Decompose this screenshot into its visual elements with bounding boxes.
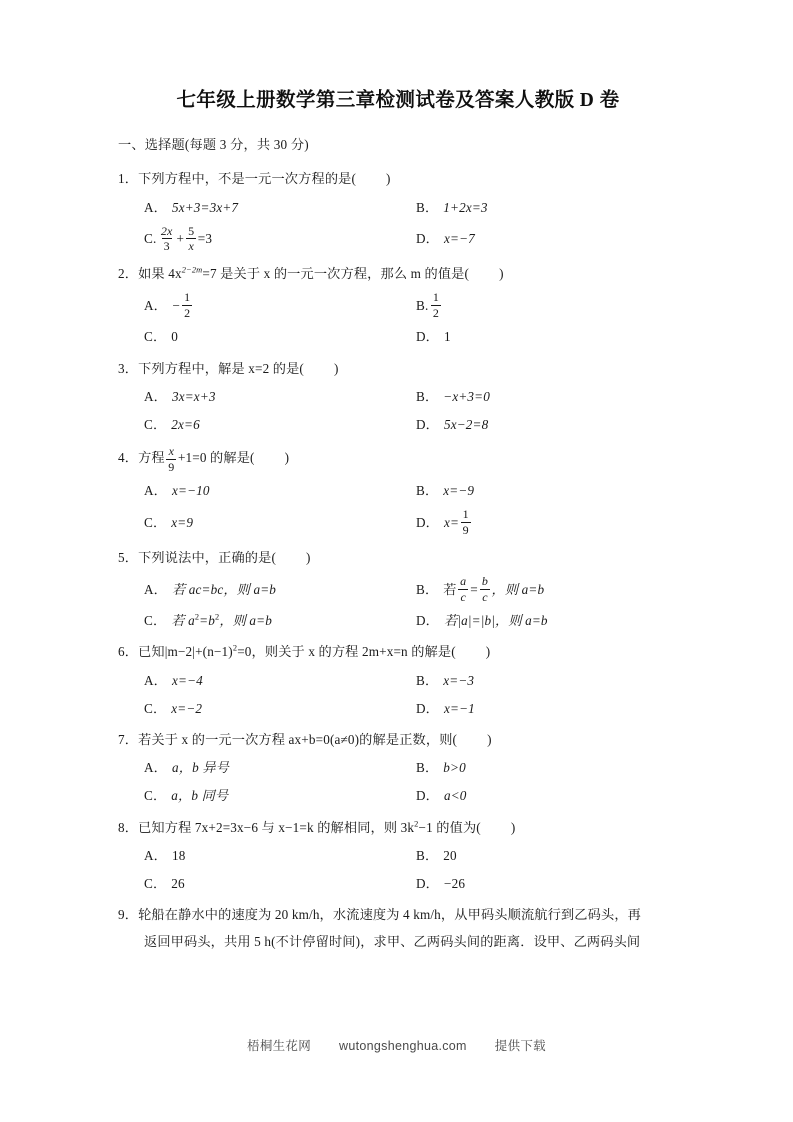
question-8-text-post: −1 的值为(	[418, 819, 481, 835]
option-a-text: a，b 异号	[172, 760, 229, 776]
question-1-number: 1．	[118, 171, 139, 187]
question-5-options-row-1	[118, 575, 678, 603]
question-5-option-a[interactable]	[144, 579, 416, 600]
option-b-label: B．	[416, 199, 439, 215]
option-d-label: D．	[416, 700, 440, 716]
page-content	[118, 88, 678, 962]
question-7-option-d[interactable]	[416, 785, 678, 806]
question-8	[118, 817, 678, 895]
question-7-number: 7．	[118, 731, 139, 747]
exponent: 2−2m	[181, 265, 203, 275]
section-heading: 一、选择题(每题 3 分，共 30 分)	[118, 137, 309, 153]
option-c-label: C.	[144, 231, 157, 247]
paren-close: )	[386, 171, 391, 187]
question-1-options-row-2	[118, 225, 678, 253]
paren-close: )	[510, 819, 516, 835]
paren-close: )	[333, 360, 339, 376]
option-d-label: D．	[416, 417, 440, 433]
question-7	[118, 729, 678, 807]
option-d-label: D．	[416, 231, 440, 247]
question-7-option-c[interactable]	[144, 785, 416, 806]
option-b-text: −x+3=0	[443, 388, 490, 404]
question-7-options-row-1	[118, 757, 678, 778]
fraction-a-over-c	[458, 575, 468, 603]
question-1-options-row-1	[118, 197, 678, 218]
question-3-options-row-1	[118, 386, 678, 407]
fraction-numerator: 1	[432, 290, 440, 305]
question-6-option-a[interactable]	[144, 670, 416, 691]
option-d-label: D．	[416, 788, 440, 804]
option-a-text: x=−4	[172, 672, 203, 688]
question-8-option-b[interactable]	[416, 845, 678, 866]
fraction-numerator: 2x	[160, 223, 173, 238]
option-a-label: A．	[144, 388, 168, 404]
footer-watermark	[0, 1036, 793, 1054]
option-d-text: x=−1	[444, 700, 475, 716]
option-d-pre: x=	[444, 514, 460, 530]
footer-site-name-cn: 梧桐生花网	[247, 1039, 312, 1053]
option-c-mid: =b	[199, 613, 215, 629]
question-9-text-line-1: 轮船在静水中的速度为 20 km/h，水流速度为 4 km/h，从甲码头顺流航行到乙码头，再	[138, 907, 641, 923]
minus-sign: −	[172, 297, 181, 313]
fraction-denominator: c	[460, 589, 466, 604]
question-6-options-row-2	[118, 698, 678, 719]
fraction-denominator: 2	[184, 305, 191, 320]
option-d-text: 1	[444, 329, 451, 345]
question-1-option-c[interactable]	[144, 225, 416, 253]
question-2-stem	[118, 263, 678, 284]
question-4-options-row-1	[118, 480, 678, 501]
exponent: 2	[194, 612, 200, 622]
question-2-text-mid: =7 是关于 x 的一元一次方程，那么 m 的值是(	[202, 265, 470, 281]
option-c-label: C．	[144, 613, 167, 629]
question-3-option-c[interactable]	[144, 414, 416, 435]
option-a-label: A．	[144, 199, 168, 215]
question-5-option-b[interactable]	[416, 575, 678, 603]
option-a-label: A．	[144, 672, 168, 688]
option-c-text	[171, 610, 272, 631]
fraction-denominator: c	[482, 589, 488, 604]
question-4-stem	[118, 445, 678, 473]
question-3	[118, 358, 678, 436]
option-c-label: C．	[144, 417, 167, 433]
fraction-denominator: 9	[168, 459, 175, 474]
paren-close: )	[485, 644, 491, 660]
question-5-text: 下列说法中，正确的是(	[138, 549, 277, 565]
question-1-text: 下列方程中，不是一元一次方程的是(	[138, 171, 357, 187]
fraction-denominator: 9	[462, 523, 469, 538]
question-8-option-d[interactable]	[416, 873, 678, 894]
option-b-label: B．	[416, 847, 439, 863]
question-9-number: 9．	[118, 907, 139, 923]
exponent: 2	[414, 819, 419, 829]
question-7-option-b[interactable]	[416, 757, 678, 778]
question-8-options-row-1	[118, 845, 678, 866]
question-5-stem	[118, 547, 678, 568]
option-c-label: C．	[144, 329, 167, 345]
option-c-label: C．	[144, 700, 167, 716]
question-7-options-row-2	[118, 785, 678, 806]
option-d-label: D．	[416, 514, 440, 530]
question-4	[118, 445, 678, 537]
option-c-pre: 若 a	[171, 613, 195, 629]
question-9-stem-line-2: 返回甲码头，共用 5 h(不计停留时间)，求甲、乙两码头间的距离．设甲、乙两码头间	[144, 933, 641, 949]
question-7-text: 若关于 x 的一元一次方程 ax+b=0(a≠0)的解是正数，则(	[138, 731, 458, 747]
question-4-option-c[interactable]	[144, 512, 416, 533]
fraction-numerator: 1	[462, 507, 469, 522]
question-6	[118, 641, 678, 719]
question-5	[118, 547, 678, 632]
question-6-option-d[interactable]	[416, 698, 678, 719]
option-a-text: x=−10	[172, 483, 210, 499]
option-d-text: x=−7	[444, 231, 475, 247]
question-6-option-b[interactable]	[416, 670, 678, 691]
option-b-post: ，则 a=b	[491, 581, 545, 597]
fraction-numerator: b	[481, 574, 489, 589]
fraction-2x-over-3	[159, 225, 175, 253]
paren-close: )	[306, 549, 311, 565]
option-c-text: x=−2	[171, 700, 203, 716]
paren-close: )	[487, 731, 492, 747]
option-c-post: ，则 a=b	[219, 613, 272, 629]
question-9-stem-line-1	[118, 904, 678, 925]
option-a-label: A．	[144, 297, 168, 313]
footer-site-url: wutongshenghua.com	[339, 1039, 467, 1053]
question-5-option-c[interactable]	[144, 610, 416, 631]
fraction-numerator: a	[460, 574, 467, 589]
fraction-1-over-2	[431, 291, 441, 319]
option-a-text: 5x+3=3x+7	[172, 199, 239, 215]
option-c-label: C．	[144, 788, 167, 804]
question-6-text-post: =0，则关于 x 的方程 2m+x=n 的解是(	[237, 644, 456, 660]
question-1-option-b[interactable]	[416, 197, 678, 218]
option-d-label: D．	[416, 329, 440, 345]
question-5-option-d[interactable]	[416, 610, 678, 631]
fraction-1-over-2	[182, 291, 192, 319]
question-6-options-row-1	[118, 670, 678, 691]
question-2-number: 2．	[118, 265, 139, 281]
option-a-label: A．	[144, 483, 168, 499]
question-8-options-row-2	[118, 873, 678, 894]
option-a-text: 3x=x+3	[172, 388, 216, 404]
exponent: 2	[232, 643, 238, 653]
question-2-option-d[interactable]	[416, 326, 678, 347]
option-c-label: C．	[144, 514, 167, 530]
option-a-label: A．	[144, 581, 168, 597]
option-b-label: B．	[416, 672, 439, 688]
fraction-1-over-9	[461, 508, 471, 536]
option-b-text: b>0	[443, 760, 466, 776]
option-c-label: C．	[144, 876, 167, 892]
fraction-5-over-x	[186, 225, 196, 253]
option-d-text: −26	[444, 876, 466, 892]
question-8-option-c[interactable]	[144, 873, 416, 894]
option-b-text: 20	[443, 847, 457, 863]
paren-close: )	[499, 265, 504, 281]
question-8-number: 8．	[118, 819, 139, 835]
question-1-option-a[interactable]	[144, 197, 416, 218]
option-c-text: 26	[171, 876, 185, 892]
option-d-label: D．	[416, 613, 440, 629]
option-b-label: B．	[416, 388, 439, 404]
question-2-option-b[interactable]	[416, 291, 678, 319]
question-9	[118, 904, 678, 952]
option-b-label: B.	[416, 297, 429, 313]
question-3-text: 下列方程中，解是 x=2 的是(	[138, 360, 304, 376]
footer-download-label: 提供下载	[494, 1039, 546, 1053]
fraction-x-over-9	[166, 445, 176, 473]
option-b-text: 1+2x=3	[443, 199, 488, 215]
option-d-text: 5x−2=8	[444, 417, 489, 433]
option-c-text: 0	[171, 329, 179, 345]
exponent: 2	[214, 612, 220, 622]
option-d-label: D．	[416, 876, 440, 892]
option-b-label: B．	[416, 760, 439, 776]
question-6-number: 6．	[118, 644, 139, 660]
fraction-numerator: 1	[184, 290, 191, 305]
question-4-option-d[interactable]	[416, 508, 678, 536]
option-b-text: x=−9	[443, 483, 475, 499]
question-7-stem	[118, 729, 678, 750]
option-b-label: B．	[416, 581, 439, 597]
question-5-number: 5．	[118, 549, 139, 565]
question-3-options-row-2	[118, 414, 678, 435]
question-2-option-a[interactable]	[144, 291, 416, 319]
question-4-option-a[interactable]	[144, 480, 416, 501]
paren-close: )	[284, 450, 290, 466]
plus-sign: +	[176, 231, 185, 247]
fraction-denominator: 2	[432, 305, 440, 320]
option-c-tail: =3	[197, 231, 213, 247]
question-3-number: 3．	[118, 360, 139, 376]
question-6-text-pre: 已知|m−2|+(n−1)	[138, 644, 233, 660]
question-4-text-pre: 方程	[138, 450, 165, 466]
question-6-stem	[118, 641, 678, 662]
option-a-label: A．	[144, 760, 168, 776]
option-b-label: B．	[416, 483, 439, 499]
question-4-number: 4．	[118, 450, 139, 466]
question-3-option-a[interactable]	[144, 386, 416, 407]
fraction-b-over-c	[480, 575, 490, 603]
question-2-option-c[interactable]	[144, 326, 416, 347]
option-c-text: 2x=6	[171, 417, 200, 433]
question-5-options-row-2	[118, 610, 678, 631]
question-6-option-c[interactable]	[144, 698, 416, 719]
option-a-label: A．	[144, 847, 168, 863]
option-d-text: 若|a|=|b|，则 a=b	[444, 613, 548, 629]
option-d-text: a<0	[444, 788, 467, 804]
question-2-options-row-1	[118, 291, 678, 319]
option-b-pre: 若	[443, 581, 457, 597]
question-3-option-b[interactable]	[416, 386, 678, 407]
question-2	[118, 263, 678, 348]
equals-sign: =	[470, 581, 478, 597]
question-4-text-post: +1=0 的解是(	[177, 450, 255, 466]
question-2-options-row-2	[118, 326, 678, 347]
question-2-text-pre: 如果 4x	[138, 265, 182, 281]
question-1	[118, 168, 678, 253]
page-title: 七年级上册数学第三章检测试卷及答案人教版 D 卷	[176, 90, 620, 111]
question-4-options-row-2	[118, 508, 678, 536]
option-c-text: x=9	[171, 514, 194, 530]
question-8-option-a[interactable]	[144, 845, 416, 866]
option-a-text: 18	[172, 847, 186, 863]
option-c-text: a，b 同号	[171, 788, 229, 804]
question-3-option-d[interactable]	[416, 414, 678, 435]
question-1-stem	[118, 168, 678, 189]
fraction-denominator: 3	[163, 239, 170, 254]
option-a-text: 若 ac=bc，则 a=b	[172, 581, 277, 597]
fraction-denominator: x	[188, 239, 194, 254]
question-4-option-b[interactable]	[416, 480, 678, 501]
question-8-text-pre: 已知方程 7x+2=3x−6 与 x−1=k 的解相同，则 3k	[138, 819, 415, 835]
question-3-stem	[118, 358, 678, 379]
question-7-option-a[interactable]	[144, 757, 416, 778]
fraction-numerator: x	[168, 444, 175, 459]
fraction-numerator: 5	[188, 223, 195, 238]
option-b-text: x=−3	[443, 672, 475, 688]
question-1-option-d[interactable]	[416, 228, 678, 249]
question-8-stem	[118, 817, 678, 838]
